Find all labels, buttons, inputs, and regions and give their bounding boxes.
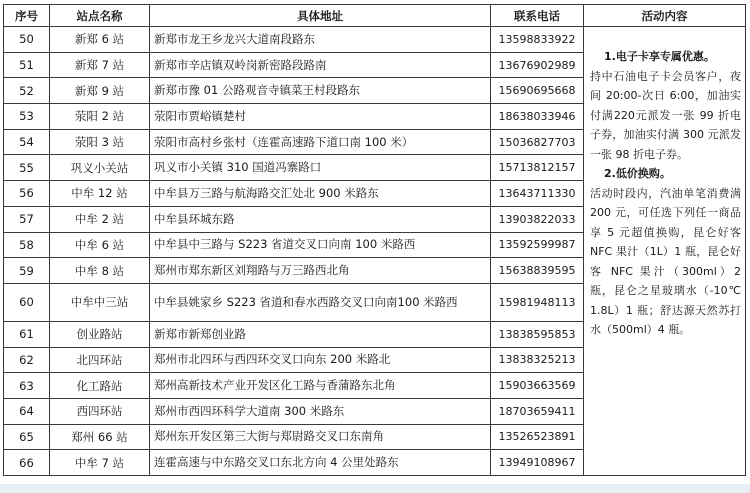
address-cell: 巩义市小关镇 310 国道冯寨路口 (150, 155, 491, 181)
phone-cell: 13598833922 (491, 27, 584, 53)
address-cell: 郑州东开发区第三大街与郑尉路交叉口东南角 (150, 424, 491, 450)
phone-cell: 13592599987 (491, 232, 584, 258)
phone-cell: 15903663569 (491, 373, 584, 399)
phone-cell: 18703659411 (491, 398, 584, 424)
seq-cell: 53 (4, 104, 50, 130)
station-name-cell: 荥阳 3 站 (50, 129, 150, 155)
seq-cell: 63 (4, 373, 50, 399)
station-name-cell: 西四环站 (50, 398, 150, 424)
address-cell: 荥阳市贾峪镇楚村 (150, 104, 491, 130)
station-name-cell: 创业路站 (50, 321, 150, 347)
bottom-bar (0, 484, 750, 493)
station-name-cell: 北四环站 (50, 347, 150, 373)
activity-cell (584, 27, 746, 476)
table-header-row (4, 5, 746, 27)
address-cell: 郑州市北四环与西四环交叉口向东 200 米路北 (150, 347, 491, 373)
header-station: 站点名称 (50, 5, 150, 27)
seq-cell: 62 (4, 347, 50, 373)
phone-cell: 13676902989 (491, 52, 584, 78)
seq-cell: 52 (4, 78, 50, 104)
phone-cell: 13643711330 (491, 181, 584, 207)
station-name-cell: 中牟中三站 (50, 283, 150, 321)
address-cell: 中牟县万三路与航海路交汇处北 900 米路东 (150, 181, 491, 207)
header-address: 具体地址 (150, 5, 491, 27)
seq-cell: 64 (4, 398, 50, 424)
station-name-cell: 郑州 66 站 (50, 424, 150, 450)
address-cell: 新郑市辛店镇双岭岗新密路段路南 (150, 52, 491, 78)
phone-cell: 13526523891 (491, 424, 584, 450)
station-name-cell: 荥阳 2 站 (50, 104, 150, 130)
seq-cell: 57 (4, 206, 50, 232)
seq-cell: 66 (4, 450, 50, 476)
phone-cell: 13838595853 (491, 321, 584, 347)
seq-cell: 55 (4, 155, 50, 181)
address-cell: 郑州高新技术产业开发区化工路与香蒲路东北角 (150, 373, 491, 399)
address-cell: 郑州市西四环科学大道南 300 米路东 (150, 398, 491, 424)
address-cell: 新郑市龙王乡龙兴大道南段路东 (150, 27, 491, 53)
phone-cell: 13949108967 (491, 450, 584, 476)
station-name-cell: 新郑 9 站 (50, 78, 150, 104)
station-name-cell: 化工路站 (50, 373, 150, 399)
seq-cell: 61 (4, 321, 50, 347)
activity-title-2: 2.低价换购。 (604, 167, 671, 180)
phone-cell: 15690695668 (491, 78, 584, 104)
phone-cell: 15638839595 (491, 258, 584, 284)
station-name-cell: 巩义小关站 (50, 155, 150, 181)
station-name-cell: 中牟 2 站 (50, 206, 150, 232)
station-name-cell: 新郑 7 站 (50, 52, 150, 78)
phone-cell: 13903822033 (491, 206, 584, 232)
phone-cell: 15713812157 (491, 155, 584, 181)
seq-cell: 51 (4, 52, 50, 78)
station-table (3, 4, 746, 476)
address-cell: 新郑市豫 01 公路观音寺镇菜王村段路东 (150, 78, 491, 104)
station-name-cell: 中牟 6 站 (50, 232, 150, 258)
seq-cell: 58 (4, 232, 50, 258)
phone-cell: 13838325213 (491, 347, 584, 373)
activity-body-2: 活动时段内，汽油单笔消费满 200 元，可任选下列任一商品享 5 元超值换购，昆仑好客 NFC 果汁（1L）1 瓶，昆仑好客 NFC 果汁（300ml）2 瓶，昆仑之星玻璃水（-10℃ 1.8L）1 瓶；舒达源天然苏打水（500ml）4 瓶。 (590, 186, 741, 336)
station-name-cell: 中牟 8 站 (50, 258, 150, 284)
address-cell: 荥阳市高村乡张村（连霍高速路下道口南 100 米） (150, 129, 491, 155)
header-phone: 联系电话 (491, 5, 584, 27)
seq-cell: 56 (4, 181, 50, 207)
station-name-cell: 中牟 12 站 (50, 181, 150, 207)
station-name-cell: 新郑 6 站 (50, 27, 150, 53)
phone-cell: 15036827703 (491, 129, 584, 155)
seq-cell: 60 (4, 283, 50, 321)
seq-cell: 54 (4, 129, 50, 155)
phone-cell: 18638033946 (491, 104, 584, 130)
header-seq: 序号 (4, 5, 50, 27)
seq-cell: 65 (4, 424, 50, 450)
address-cell: 中牟县姚家乡 S223 省道和春水西路交叉口向南100 米路西 (150, 283, 491, 321)
header-activity: 活动内容 (584, 5, 746, 27)
activity-title-1: 1.电子卡享专属优惠。 (604, 50, 715, 63)
phone-cell: 15981948113 (491, 283, 584, 321)
address-cell: 新郑市新郑创业路 (150, 321, 491, 347)
table-row (4, 27, 746, 53)
address-cell: 中牟县环城东路 (150, 206, 491, 232)
station-name-cell: 中牟 7 站 (50, 450, 150, 476)
address-cell: 郑州市郑东新区刘翔路与万三路西北角 (150, 258, 491, 284)
seq-cell: 50 (4, 27, 50, 53)
address-cell: 中牟县中三路与 S223 省道交叉口向南 100 米路西 (150, 232, 491, 258)
activity-body-1: 持中石油电子卡会员客户，夜间 20:00-次日 6:00，加油实付满220元派发一张 99 折电子券，加油实付满 300 元派发一张 98 折电子券。 (590, 69, 741, 161)
address-cell: 连霍高速与中东路交叉口东北方向 4 公里处路东 (150, 450, 491, 476)
seq-cell: 59 (4, 258, 50, 284)
